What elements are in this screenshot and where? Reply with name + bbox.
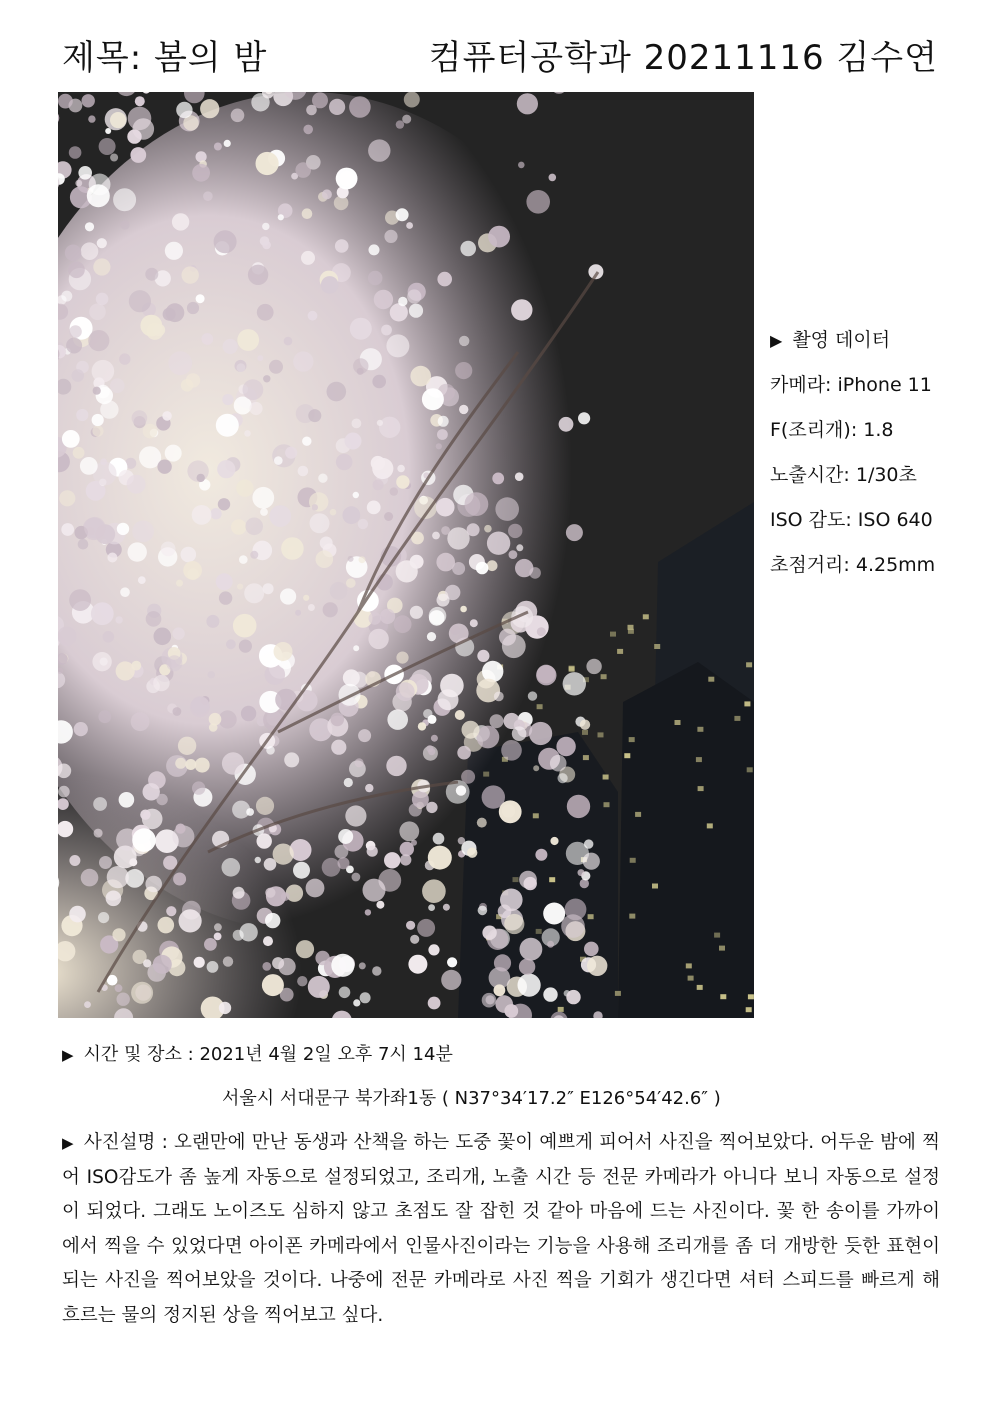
spec-camera: 카메라: iPhone 11 (770, 374, 932, 396)
shooting-data-heading: ▶ 촬영 데이터 (770, 329, 891, 351)
place-line: 서울시 서대문구 북가좌1동 ( N37°34′17.2″ E126°54′42.6″ ) (222, 1088, 721, 1109)
triangle-right-icon: ▶ (770, 331, 783, 350)
spec-iso: ISO 감도: ISO 640 (770, 509, 933, 531)
spec-exposure: 노출시간: 1/30초 (770, 464, 917, 486)
author-info: 컴퓨터공학과 20211116 김수연 (428, 38, 938, 78)
photo-illustration (58, 92, 754, 1018)
cherry-blossom-photo (58, 92, 754, 1018)
triangle-right-icon: ▶ (62, 1046, 74, 1064)
spec-focal-length: 초점거리: 4.25mm (770, 554, 936, 576)
page-title: 제목: 봄의 밤 (62, 38, 268, 78)
time-line: ▶ 시간 및 장소 : 2021년 4월 2일 오후 7시 14분 (62, 1044, 453, 1065)
shooting-data-panel (770, 318, 990, 588)
spec-aperture: F(조리개): 1.8 (770, 419, 894, 441)
triangle-right-icon: ▶ (62, 1134, 74, 1152)
photo-description: ▶ 사진설명 : 오랜만에 만난 동생과 산책을 하는 도중 꽃이 예쁘게 피어서 사진을 찍어보았다. 어두운 밤에 찍어 ISO감도가 좀 높게 자동으로 설정되었고, 조리개, 노출 시간 등 전문 카메라가 아니다 보니 자동으로 설정이 되었다. 그래도 노이즈도 심하지 않고 초점도 잘 잡힌 것 같아 마음에 드는 사진이다. 꽃 한 송이를 가까이에서 찍을 수 있었다면 아이폰 카메라에서 인물사진이라는 기능을 사용해 조리개를 좀 더 개방한 듯한 표현이 되는 사진을 찍어보았을 것이다. 나중에 전문 카메라로 사진 찍을 기회가 생긴다면 셔터 스피드를 빠르게 해 흐르는 물의 정지된 상을 찍어보고 싶다. (62, 1132, 940, 1326)
time-place-block (62, 1040, 942, 1114)
